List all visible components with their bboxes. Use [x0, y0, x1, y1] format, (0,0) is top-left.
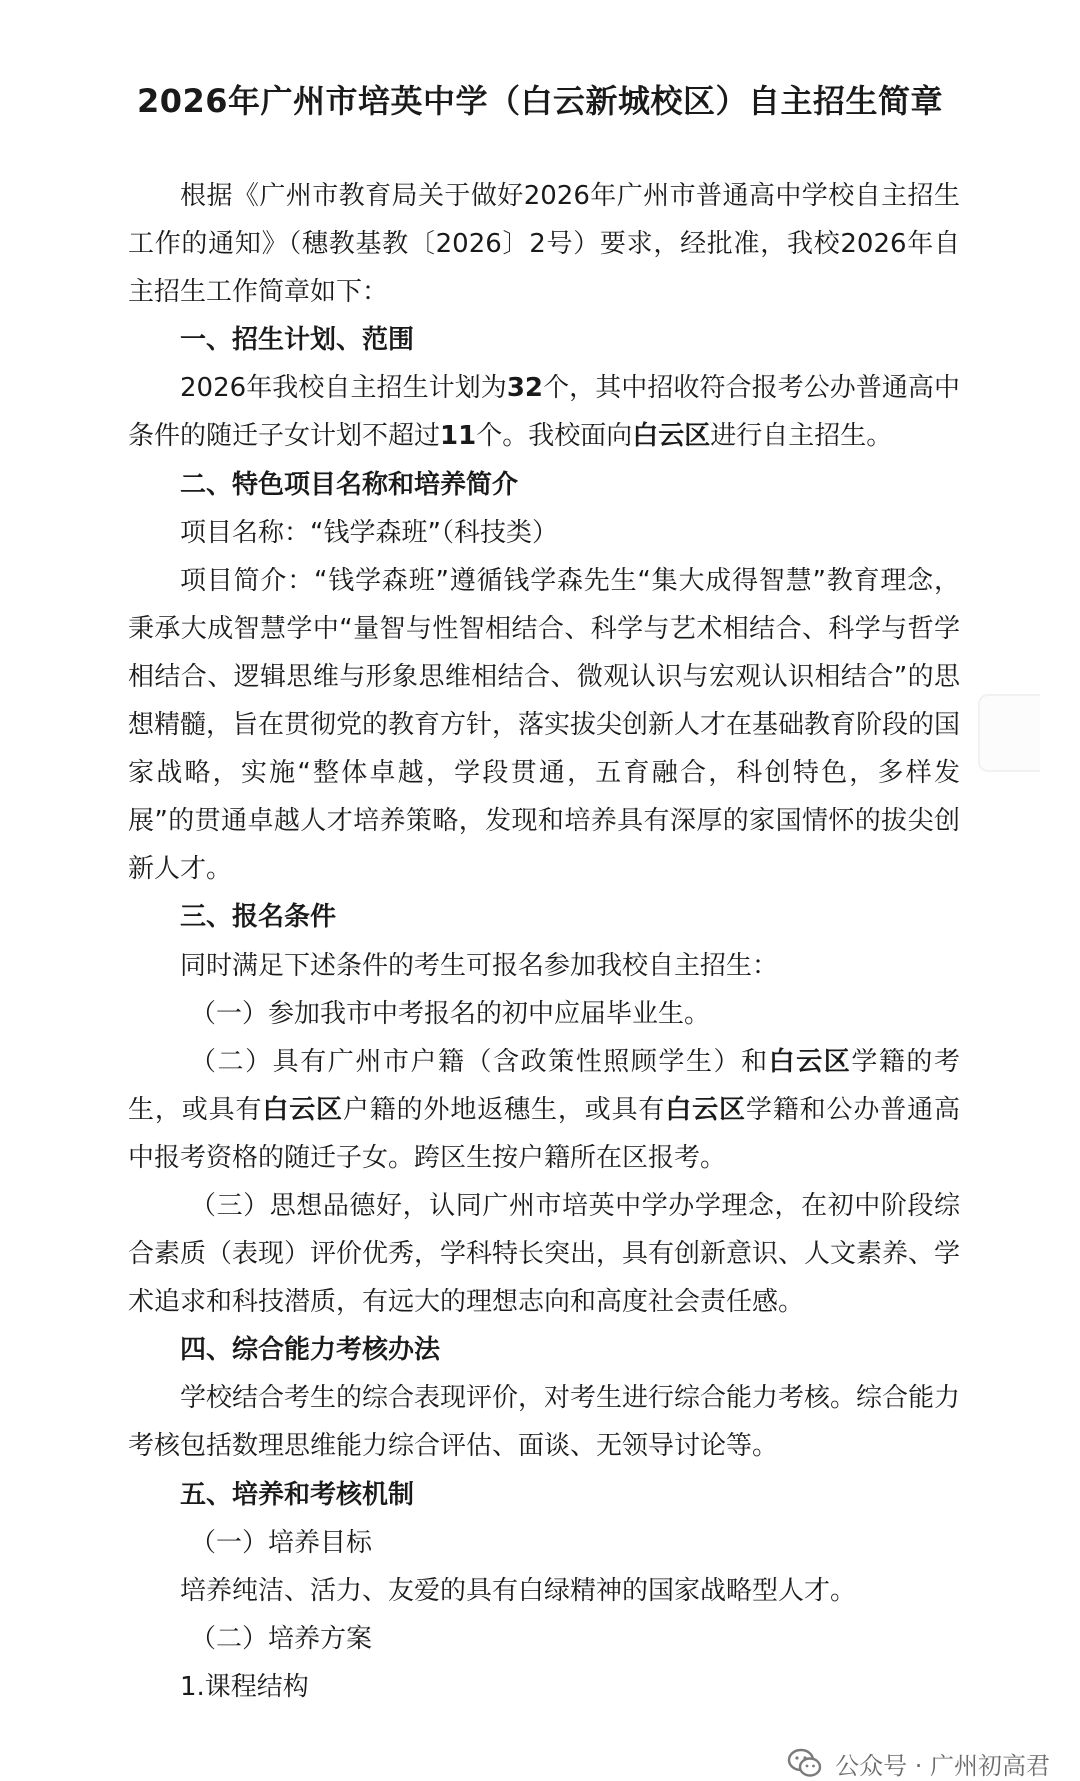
quota-number: 32: [506, 373, 544, 404]
project-intro: 项目简介：“钱学森班”遵循钱学森先生“集大成得智慧”教育理念，秉承大成智慧学中“量智与性智相结合、科学与艺术相结合、科学与哲学相结合、逻辑思维与形象思维相结合、微观认识与宏观认识相结合”的思想精髓，旨在贯彻党的教育方针，落实拔尖创新人才在基础教育阶段的国家战略，实施“整体卓越，学段贯通，五育融合，科创特色，多样发展”的贯通卓越人才培养策略，发现和培养具有深厚的家国情怀的拔尖创新人才。: [128, 565, 961, 885]
section-1-paragraph: [128, 364, 960, 460]
intro-paragraph: 根据《广州市教育局关于做好2026年广州市普通高中学校自主招生工作的通知》（穗教基教〔2026〕2号）要求，经批准，我校2026年自主招生工作简章如下：: [128, 181, 960, 308]
section-5-sub-2: （二）培养方案: [190, 1623, 373, 1654]
text-fragment: 学籍和公办普通高中报考资格的随迁子女。跨区生按户籍所在区报考。: [128, 1094, 960, 1173]
watermark: [787, 1748, 1050, 1778]
district-name: 白云区: [665, 1094, 746, 1125]
text-fragment: 进行自主招生。: [710, 421, 893, 452]
section-2-heading: 二、特色项目名称和培养简介: [180, 469, 519, 500]
section-5-item-1: 1.课程结构: [180, 1671, 309, 1702]
text-fragment: 户籍的外地返穗生，或具有: [342, 1094, 666, 1125]
text-fragment: 2026年我校自主招生计划为: [180, 373, 507, 404]
section-5-sub-1: （一）培养目标: [190, 1527, 373, 1558]
section-5-sub-1-text: 培养纯洁、活力、友爱的具有白绿精神的国家战略型人才。: [180, 1575, 857, 1606]
condition-3: （三）思想品德好，认同广州市培英中学办学理念，在初中阶段综合素质（表现）评价优秀，学科特长突出，具有创新意识、人文素养、学术追求和科技潜质，有远大的理想志向和高度社会责任感。: [128, 1190, 961, 1318]
wechat-icon: [787, 1748, 823, 1778]
district-name: 白云区: [262, 1094, 343, 1125]
document-body: [128, 172, 960, 1711]
edge-artifact: [978, 694, 1040, 772]
migrant-quota-number: 11: [440, 421, 477, 452]
district-name: 白云区: [632, 421, 711, 452]
condition-2: [128, 1038, 960, 1182]
document-title: 2026年广州市培英中学（白云新城校区）自主招生简章: [136, 82, 944, 120]
condition-1: （一）参加我市中考报名的初中应届毕业生。: [190, 998, 711, 1029]
section-3-lead: 同时满足下述条件的考生可报名参加我校自主招生：: [180, 950, 779, 981]
section-1-heading: 一、招生计划、范围: [180, 325, 415, 356]
text-fragment: （二）具有广州市户籍（含政策性照顾学生）和: [190, 1046, 769, 1077]
text-fragment: 学籍的考生，或具有: [128, 1046, 960, 1125]
watermark-text: 公众号 · 广州初高君: [835, 1751, 1050, 1780]
section-3-heading: 三、报名条件: [180, 902, 337, 933]
section-4-paragraph: 学校结合考生的综合表现评价，对考生进行综合能力考核。综合能力考核包括数理思维能力综合评估、面谈、无领导讨论等。: [128, 1383, 961, 1462]
project-name: 项目名称：“钱学森班”（科技类）: [180, 517, 558, 548]
district-name: 白云区: [768, 1046, 852, 1077]
text-fragment: 个，其中招收符合报考公办普通高中条件的随迁子女计划不超过: [128, 373, 960, 452]
text-fragment: 个。我校面向: [476, 421, 633, 452]
section-4-heading: 四、综合能力考核办法: [180, 1335, 441, 1366]
section-5-heading: 五、培养和考核机制: [180, 1479, 415, 1510]
